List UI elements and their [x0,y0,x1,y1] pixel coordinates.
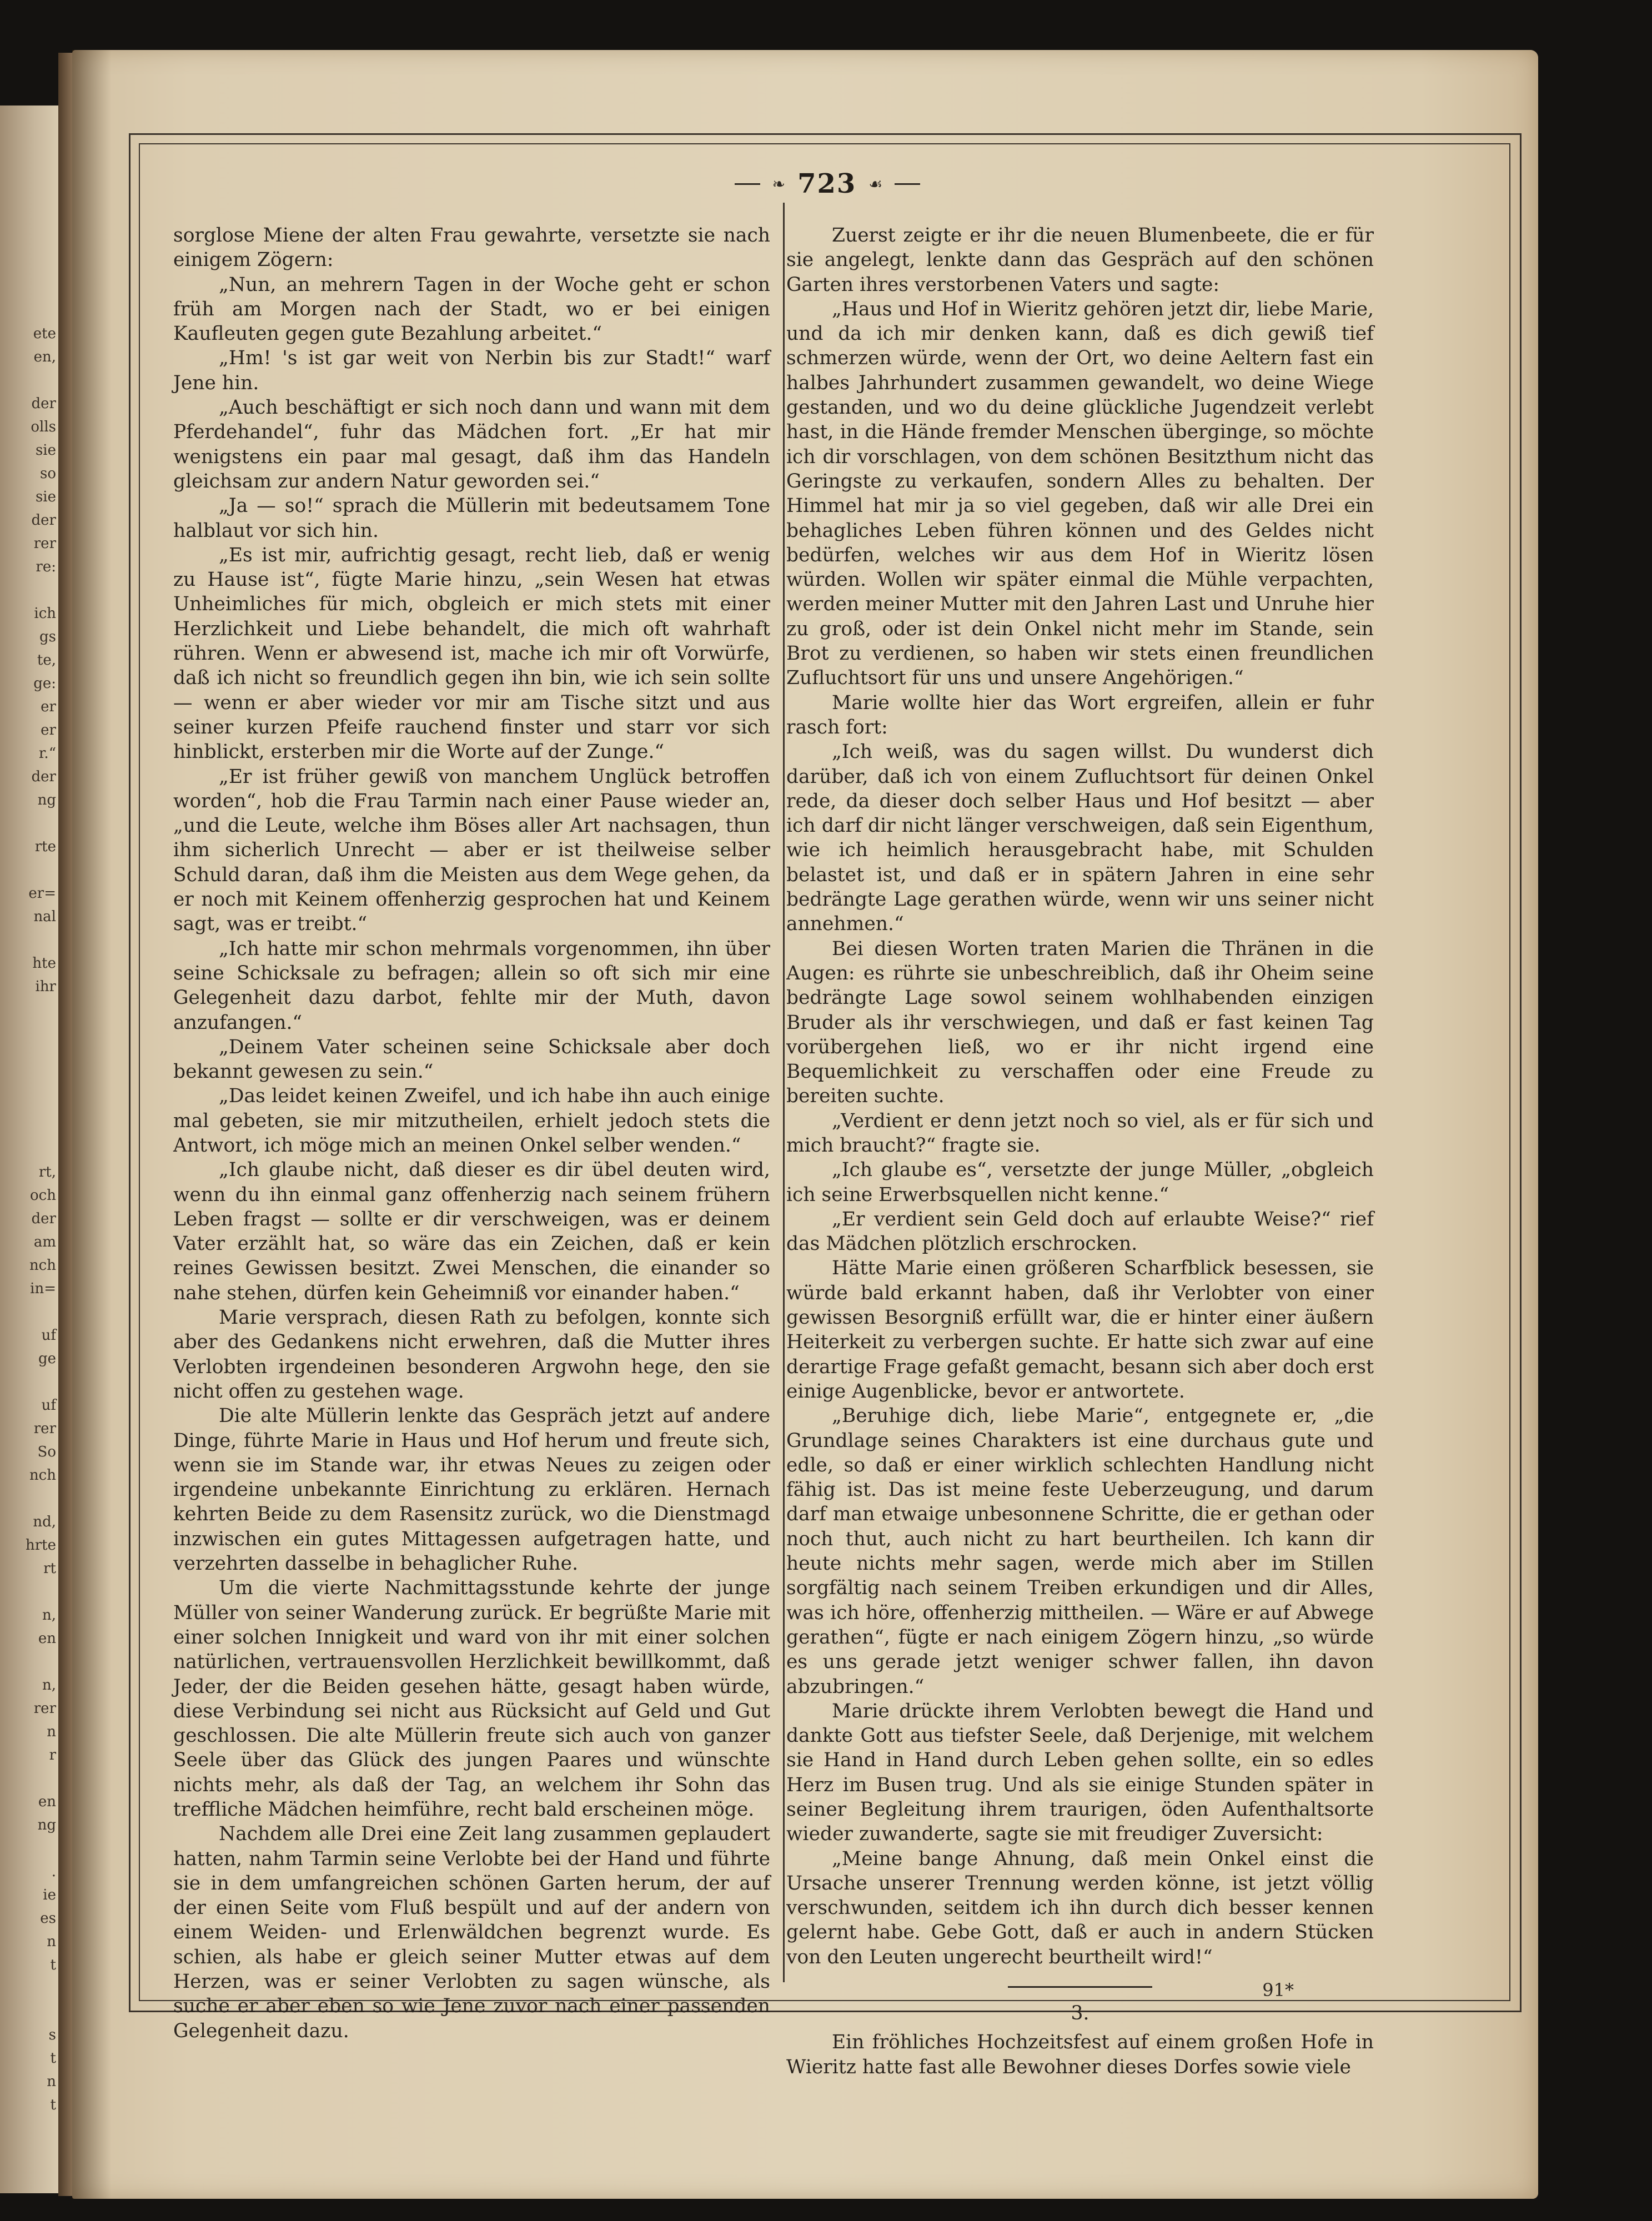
left-page-text-fragments-top: ete en, der olls sie so sie der rer re: ich gs te, ge: er er r.“ der ng rte er= nal hte ihr [28,325,56,995]
paragraph: „Es ist mir, aufrichtig gesagt, recht lieb, daß er wenig zu Hause ist“, fügte Marie hinzu, „sein Wesen hat etwas Unheimliches für mich, obgleich er mich stets mit einer Herzlichkeit und Liebe behandelt, die mich oft wahrhaft rühren. Wenn er abwesend ist, mache ich mir oft Vorwürfe, daß ich nicht so freundlich gegen ihn bin, wie ich sein sollte — wenn er aber wieder vor mir am Tische sitzt und aus seiner kurzen Pfeife rauchend finster und starr vor sich hinblickt, ersterben mir die Worte auf der Zunge.“ [173,544,770,763]
paragraph: Marie drückte ihrem Verlobten bewegt die Hand und dankte Gott aus tiefster Seele, daß Derjenige, mit welchem sie Hand in Hand durch Leben gehen sollte, ein so edles Herz im Busen trug. Und als sie einige Stunden später in seiner Begleitung ihrem traurigen, öden Aufenthaltsorte wieder zuwanderte, sagte sie mit freudiger Zuversicht: [786,1700,1374,1846]
paragraph: Marie wollte hier das Wort ergreifen, allein er fuhr rasch fort: [786,691,1374,738]
paragraph: „Ich glaube es“, versetzte der junge Müller, „obgleich ich seine Erwerbsquellen nicht kenne.“ [786,1159,1374,1206]
paragraph: „Verdient er denn jetzt noch so viel, als er für sich und mich braucht?“ fragte sie. [786,1109,1374,1157]
paragraph: Hätte Marie einen größeren Scharfblick besessen, sie würde bald erkannt haben, daß ihr Verlobter von einer gewissen Besorgniß erfüllt war, die er hinter einer äußern Heiterkeit zu verbergen suchte. Er hatte sich zwar auf eine derartige Frage gefaßt gemacht, besann sich aber doch erst einige Augenblicke, bevor er antwortete. [786,1257,1374,1403]
paragraph: „Beruhige dich, liebe Marie“, entgegnete er, „die Grundlage seines Charakters ist eine durchaus gute und edle, so daß er einer wirklich schlechten Handlung nicht fähig ist. Das ist meine feste Ueberzeugung, und darum darf man etwaige unbesonnene Schritte, die er gethan oder noch thut, auch nicht zu hart beurtheilen. Ich kann dir heute nichts mehr sagen, werde mich aber im Stillen sorgfältig nach seinem Treiben erkundigen und dir Alles, was ich höre, offenherzig mittheilen. — Wäre er auf Abwege gerathen“, fügte er nach einigem Zögern hinzu, „so würde es uns gerade jetzt weniger schwer fallen, ihn davon abzubringen.“ [786,1405,1374,1698]
column-divider [783,203,785,1982]
paragraph: „Er verdient sein Geld doch auf erlaubte Weise?“ rief das Mädchen plötzlich erschrocken. [786,1208,1374,1255]
paragraph: „Ich hatte mir schon mehrmals vorgenommen, ihn über seine Schicksale zu befragen; allein so oft sich mir eine Gelegenheit dazu darbot, fehlte mir der Muth, davon anzufangen.“ [173,937,770,1034]
paragraph: „Ich weiß, was du sagen willst. Du wunderst dich darüber, daß ich von einem Zufluchtsort für deinen Onkel rede, da dieser doch selber Haus und Hof besitzt — aber ich darf dir nicht länger verschweigen, daß sein Eigenthum, wie ich heimlich herausgebracht habe, mit Schulden belastet ist, und daß er in spätern Jahren in eine sehr bedrängte Lage gerathen würde, wenn wir uns seiner nicht annehmen.“ [786,741,1374,936]
left-page-text-fragments-bottom: rt, och der am nch in= uf ge uf rer So nch nd, hrte rt n, en n, rer n r en ng . ie es n t s t n t [25,1164,56,2113]
paragraph: „Auch beschäftigt er sich noch dann und wann mit dem Pferdehandel“, fuhr das Mädchen fort. „Er hat mir wenigstens ein paar mal gesagt, daß ihm das Handeln gleichsam zur andern Natur geworden sei.“ [173,396,770,493]
ornament-right-icon: ☙ [868,174,883,193]
right-text-column [786,223,1374,2079]
paragraph: „Er ist früher gewiß von manchem Unglück betroffen worden“, hob die Frau Tarmin nach einer Pause wieder an, „und die Leute, welche ihm Böses aller Art nachsagen, thun ihm sicherlich Unrecht — aber er ist theilweise selber Schuld daran, daß ihm die Meisten aus dem Wege gehen, da er noch mit Keinem offenherzig gesprochen hat und Keinem sagt, was er treibt.“ [173,765,770,936]
paragraph: Um die vierte Nachmittagsstunde kehrte der junge Müller von seiner Wanderung zurück. Er begrüßte Marie mit einer solchen Innigkeit und ward von ihr mit einer solchen natürlichen, vertrauensvollen Herzlichkeit bewillkommt, daß Jeder, der die Beiden gesehen hätte, gesagt haben würde, diese Verbindung sei nicht aus Rücksicht auf Geld und Gut geschlossen. Die alte Müllerin freute sich auch von ganzer Seele über das Glück des jungen Paares und wünschte nichts mehr, als daß der Tag, an welchem ihr Sohn das treffliche Mädchen heimführe, recht bald erscheinen möge. [173,1577,770,1821]
paragraph: „Das leidet keinen Zweifel, und ich habe ihn auch einige mal gebeten, sie mir mitzutheilen, erhielt jedoch stets die Antwort, ich möge mich an meinen Onkel selber wenden.“ [173,1085,770,1157]
paragraph: „Meine bange Ahnung, daß mein Onkel einst die Ursache unserer Trennung werden könne, ist jetzt völlig verschwunden, seitdem ich ihn durch dich besser kennen gelernt habe. Gebe Gott, daß er auch in andern Stücken von den Leuten ungerecht beurtheilt wird!“ [786,1847,1374,1968]
left-page-edge [0,105,58,2193]
paragraph: „Ja — so!“ sprach die Müllerin mit bedeutsamem Tone halblaut vor sich hin. [173,495,770,542]
left-text-column [173,223,770,2043]
header-rule-right [895,183,920,185]
printer-signature-mark: 91* [1262,1979,1294,2001]
paragraph: „Hm! 's ist gar weit von Nerbin bis zur Stadt!“ warf Jene hin. [173,347,770,394]
page-header [694,164,961,208]
paragraph: „Ich glaube nicht, daß dieser es dir übel deuten wird, wenn du ihn einmal ganz offenherzig nach seinem frühern Leben fragst — sollte er dir verschweigen, was er deinem Vater erzählt hat, so wäre das ein Zeichen, daß er kein reines Gewissen besitzt. Zwei Menschen, die einander so nahe stehen, dürfen kein Geheimniß vor einander haben.“ [173,1159,770,1304]
header-rule-left [735,183,760,185]
paragraph: „Haus und Hof in Wieritz gehören jetzt dir, liebe Marie, und da ich mir denken kann, daß es dich gewiß tief schmerzen würde, wenn der Ort, wo deine Aeltern fast ein halbes Jahrhundert zusammen gewandelt, wo deine Wiege gestanden, und wo du deine glückliche Jugendzeit verlebt hast, in die Hände fremder Menschen überginge, so möchte ich dir vorschlagen, von dem schönen Besitzthum nicht das Geringste zu verkaufen, sondern Alles zu behalten. Der Himmel hat mir ja so viel gegeben, daß wir alle Drei ein behagliches Leben führen können und des Geldes nicht bedürfen, welches wir aus dem Hof in Wieritz lösen würden. Wollen wir später einmal die Mühle verpachten, werden meiner Mutter mit den Jahren Last und Unruhe hier zu groß, oder ist dein Onkel nicht mehr im Stande, sein Brot zu verdienen, so haben wir stets einen freundlichen Zufluchtsort für uns und unsere Angehörigen.“ [786,298,1374,690]
binding-shadow [72,50,111,2199]
section-divider [1008,1986,1152,1988]
ornament-left-icon: ❧ [772,174,786,193]
paragraph: „Deinem Vater scheinen seine Schicksale aber doch bekannt gewesen zu sein.“ [173,1036,770,1083]
paragraph: „Nun, an mehrern Tagen in der Woche geht er schon früh am Morgen nach der Stadt, wo er bei einigen Kaufleuten gegen gute Bezahlung arbeitet.“ [173,273,770,345]
page-number: 723 [797,168,857,199]
paragraph: Ein fröhliches Hochzeitsfest auf einem großen Hofe in Wieritz hatte fast alle Bewohner dieses Dorfes sowie viele [786,2031,1374,2078]
paragraph: Die alte Müllerin lenkte das Gespräch jetzt auf andere Dinge, führte Marie in Haus und Hof herum und freute sich, wenn sie im Stande war, ihr etwas Neues zu zeigen oder irgendeine unbekannte Einrichtung zu erklären. Hernach kehrten Beide zu dem Rasensitz zurück, wo die Dienstmagd inzwischen ein gutes Mittagessen aufgetragen hatte, und verzehrten dasselbe in behaglicher Ruhe. [173,1405,770,1575]
paragraph: sorglose Miene der alten Frau gewahrte, versetzte sie nach einigem Zögern: [173,224,770,272]
paragraph: Zuerst zeigte er ihr die neuen Blumenbeete, die er für sie angelegt, lenkte dann das Gespräch auf den schönen Garten ihres verstorbenen Vaters und sagte: [786,224,1374,296]
paragraph: Marie versprach, diesen Rath zu befolgen, konnte sich aber des Gedankens nicht erwehren, daß die Mutter ihres Verlobten irgendeinen besonderen Argwohn hege, den sie nicht offen zu gestehen wage. [173,1307,770,1403]
section-number: 3. [1071,2002,1089,2025]
paragraph: Nachdem alle Drei eine Zeit lang zusammen geplaudert hatten, nahm Tarmin seine Verlobte bei der Hand und führte sie in dem umfangreichen schönen Garten herum, der auf der einen Seite vom Fluß bespült und auf der andern von einem Weiden- und Erlenwäldchen begrenzt wurde. Es schien, als habe er gleich seiner Mutter etwas auf dem Herzen, was er seiner Verlobten zu sagen wünsche, als suche er aber eben so wie Jene zuvor nach einer passenden Gelegenheit dazu. [173,1823,770,2042]
paragraph: Bei diesen Worten traten Marien die Thränen in die Augen: es rührte sie unbeschreiblich, daß ihr Oheim seine bedrängte Lage sowol seinem wohlhabenden einzigen Bruder als ihr verschwiegen, und daß er fast keinen Tag vorübergehen ließ, wo er ihr nicht irgend eine Bequemlichkeit zu verschaffen oder eine Freude zu bereiten suchte. [786,937,1374,1108]
